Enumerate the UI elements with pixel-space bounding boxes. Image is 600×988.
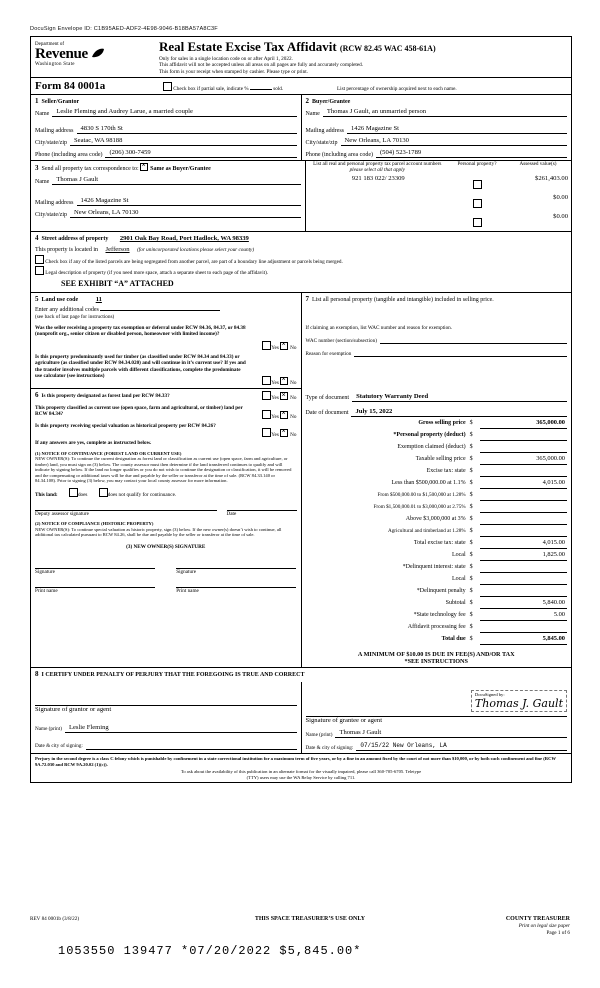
this-land-row <box>35 488 297 498</box>
s6-q1-yes-checkbox[interactable] <box>262 391 271 400</box>
leaf-icon <box>91 48 105 59</box>
wac-value[interactable] <box>380 335 567 344</box>
excise-row-amount[interactable]: 5,845.00 <box>480 633 567 645</box>
corr-city-value[interactable]: New Orleans, LA 70130 <box>70 209 301 218</box>
compliance-body: NEW OWNER(S): To continue special valuation as historic property, sign (3) below. If the new owner(s) doesn’t wish to continue, all additional tax calculated pursuant to RCW 84.26, shall be due and payable by the seller or transferor at the time of sale. <box>35 526 282 538</box>
seller-name-value[interactable]: Leslie Fleming and Audrey Larue, a married couple <box>52 108 296 117</box>
section3-lead: Send all property tax correspondence to: <box>41 165 139 172</box>
parcel-block <box>306 161 572 232</box>
corr-city-label: City/state/zip <box>35 212 67 219</box>
parcel-number-0[interactable]: 921 183 022/ 23309 <box>351 175 405 183</box>
list-pct-note: List percentage of ownership acquired next to each name. <box>337 85 457 92</box>
excise-row-amount[interactable]: 4,015.00 <box>480 477 567 489</box>
excise-row-label: Total due <box>441 635 466 642</box>
form-title-rcw: (RCW 82.45 WAC 458-61A) <box>339 44 436 53</box>
q1-no-checkbox[interactable] <box>280 342 288 350</box>
buyer-mailing-label: Mailing address <box>305 127 344 134</box>
excise-row-amount[interactable]: 5,840.00 <box>480 597 567 609</box>
excise-row-amount[interactable] <box>480 573 567 585</box>
q1-no-label: No <box>290 344 297 351</box>
currency-symbol: $ <box>469 527 473 534</box>
segregation-checkbox[interactable] <box>35 255 44 264</box>
excise-row-amount[interactable] <box>480 525 567 537</box>
grantee-sign-block <box>302 682 572 754</box>
corr-name-value[interactable]: Thomas J Gault <box>52 176 300 185</box>
excise-row-amount[interactable]: 365,000.00 <box>480 417 567 429</box>
wac-label: WAC number (section/subsection) <box>305 337 377 344</box>
treasurer-use-label: THIS SPACE TREASURER’S USE ONLY <box>254 915 366 922</box>
seller-city-value[interactable]: Seatac, WA 98188 <box>70 137 297 146</box>
county-note: (for unincorporated locations please select your county) <box>137 246 255 253</box>
segregation-label: Check box if any of the listed parcels are being segregated from another parcel, are part of a boundary line adjustment or parcels being merged. <box>45 259 343 266</box>
buyer-phone-value[interactable]: (504) 523-1789 <box>376 149 567 158</box>
q2-no-label: No <box>290 379 297 386</box>
reason-value[interactable] <box>354 348 567 357</box>
excise-row-amount[interactable]: 1,825.00 <box>480 549 567 561</box>
property-address-value[interactable]: 2901 Oak Bay Road, Port Hadlock, WA 98339 <box>119 235 249 243</box>
dor-logo <box>35 40 155 67</box>
new-owner-print-1[interactable]: Print name <box>35 587 155 594</box>
county-label: This property is located in <box>35 246 98 253</box>
excise-row-label: Exemption claimed (deduct) <box>397 443 466 450</box>
section8-title: I CERTIFY UNDER PENALTY OF PERJURY THAT THE FOREGOING IS TRUE AND CORRECT <box>41 672 305 679</box>
corr-city-row <box>35 209 301 218</box>
compliance-title: (2) NOTICE OF COMPLIANCE (HISTORIC PROPERTY) <box>35 521 154 527</box>
parcel-row <box>306 212 572 231</box>
does-not-label: does not qualify for continuance. <box>107 491 177 498</box>
parcel-header-text: List all real and personal property tax parcel account numbers <box>313 160 442 167</box>
excise-row <box>306 477 568 489</box>
header-note-1: Only for sales in a single location code on or after April 1, 2022. <box>159 56 293 62</box>
doc-type-value[interactable]: Statutory Warranty Deed <box>352 393 567 402</box>
section1-label: Seller/Grantor <box>41 99 80 106</box>
section5-question-2: Is this property predominantly used for timber (as classified under RCW 84.34 and 84.33) or agriculture (as classified under RCW 84.34.020) and will continue in it’s current use? If yes and the transfer involves multiple parcels with different classifications, complete the predominate use calculator (see instructions) <box>35 353 246 379</box>
form-number: Form 84 0001a <box>35 80 106 93</box>
excise-row-label: Agricultural and timberland at 1.28% <box>387 527 466 534</box>
section7-lead-row <box>306 295 568 305</box>
s6-q2-no-checkbox[interactable] <box>280 411 288 419</box>
grantor-date-label: Date & city of signing: <box>35 743 83 750</box>
excise-row <box>306 561 568 573</box>
section6-block <box>31 388 302 667</box>
q1-yes-checkbox[interactable] <box>262 341 271 350</box>
excise-row-amount[interactable] <box>480 489 567 501</box>
excise-row-amount[interactable] <box>480 429 567 441</box>
grantor-date-row <box>35 741 297 750</box>
parcel-header-sub: please select all that apply <box>349 166 405 173</box>
seller-phone-value[interactable]: (206) 300-7459 <box>105 149 296 158</box>
extra-codes-note: (see back of last page for instructions) <box>35 314 115 321</box>
form-title <box>159 40 567 56</box>
section8-number: 8 <box>35 670 39 679</box>
new-owner-signature-1[interactable]: Signature <box>35 568 155 575</box>
grantee-name-label: Name (print) <box>305 731 333 738</box>
excise-row-label: Taxable selling price <box>415 455 466 462</box>
assessor-signature-label[interactable]: Deputy assessor signature <box>35 510 217 517</box>
buyer-mailing-value[interactable]: 1426 Magazine St <box>347 125 567 134</box>
excise-row <box>306 441 568 453</box>
s6-q1-no-checkbox[interactable] <box>280 392 288 400</box>
currency-symbol: $ <box>469 623 473 630</box>
section7-block <box>302 293 572 388</box>
seller-block <box>31 95 302 160</box>
excise-row-amount[interactable] <box>480 621 567 633</box>
seller-mailing-row <box>35 125 297 134</box>
s6-q2-no-label: No <box>290 413 297 420</box>
grantee-sig-row <box>306 716 568 725</box>
currency-symbol: $ <box>469 515 473 522</box>
does-checkbox[interactable] <box>69 488 78 497</box>
grantor-sign-block <box>31 682 302 754</box>
seller-name-row <box>35 108 297 117</box>
parcel-row <box>306 174 572 193</box>
personal-prop-checkbox-0[interactable] <box>451 174 503 193</box>
county-treasurer-label: COUNTY TREASURER <box>505 915 570 922</box>
section5-number: 5 <box>35 295 39 304</box>
seller-phone-row <box>35 149 297 158</box>
partial-sale-row <box>163 82 337 92</box>
excise-tax-table <box>306 417 568 645</box>
doc-date-row <box>306 408 568 417</box>
parties-section <box>31 95 571 161</box>
buyer-name-value[interactable]: Thomas J Gault, an unmarried person <box>323 108 567 117</box>
doc-date-value[interactable]: July 15, 2022 <box>351 408 567 417</box>
corr-name-label: Name <box>35 179 50 186</box>
excise-row-label: *Delinquent penalty <box>416 587 466 594</box>
exemption-note: If claiming an exemption, list WAC number and reason for exemption. <box>305 324 453 331</box>
excise-row-amount[interactable] <box>480 585 567 597</box>
section2-number: 2 <box>305 97 309 106</box>
grantee-name-value[interactable]: Thomas J Gault <box>335 729 567 738</box>
affidavit-form <box>30 36 572 783</box>
excise-row-label: Affidavit processing fee <box>407 623 466 630</box>
s6-q3-yes-checkbox[interactable] <box>262 428 271 437</box>
form-number-row <box>31 78 571 95</box>
grantee-name-row <box>306 729 568 738</box>
docusign-signature: Thomas J. Gault <box>474 697 563 711</box>
excise-row-amount[interactable] <box>480 513 567 525</box>
page-number: Page 1 of 6 <box>546 929 570 936</box>
minimum-fee-note: A MINIMUM OF $10.00 IS DUE IN FEE(S) AND/OR TAX <box>357 651 515 659</box>
excise-row-label: *Delinquent interest: state <box>402 563 466 570</box>
corr-mailing-label: Mailing address <box>35 200 74 207</box>
excise-row <box>306 501 568 513</box>
excise-row-amount[interactable] <box>480 441 567 453</box>
docusign-label: DocuSigned by: <box>474 691 505 697</box>
currency-symbol: $ <box>469 503 473 510</box>
currency-symbol: $ <box>469 431 473 438</box>
wac-row <box>306 335 568 344</box>
continuance-body: NEW OWNER(S): To continue the current designation as forest land or classification as current use (open space, farm and agriculture, or timber) land, you must sign on (3) below. The county assessor must then determine if the land transferred continues to qualify and will indicate by signing below. If the land no longer qualifies or you do not wish to continue the designation or classification, it will be removed and the compensating or additional taxes will be due and payable by the seller or transferor at the time of sale. (RCW 84.33.140 or 84.34.108). Prior to signing (3) below, you may contact your local county assessor for more information. <box>35 456 292 484</box>
assessed-header: Assessed value(s) <box>519 160 557 167</box>
excise-row <box>306 429 568 441</box>
assessor-date-label[interactable]: Date <box>227 510 297 517</box>
excise-row <box>306 525 568 537</box>
seller-mailing-label: Mailing address <box>35 127 74 134</box>
excise-row-label: From $500,000.00 to $1,500,000 at 1.28% <box>377 491 466 498</box>
currency-symbol: $ <box>469 575 473 582</box>
currency-symbol: $ <box>469 551 473 558</box>
grantor-signature-label[interactable]: Signature of grantor or agent <box>35 705 297 714</box>
continuance-title: (1) NOTICE OF CONTINUANCE (FOREST LAND OR CURRENT USE) <box>35 450 182 456</box>
does-not-checkbox[interactable] <box>99 488 108 497</box>
buyer-city-row <box>306 137 568 146</box>
buyer-name-label: Name <box>305 110 320 117</box>
excise-row-amount[interactable] <box>480 501 567 513</box>
section6-note: If any answers are yes, complete as instructed below. <box>35 440 152 447</box>
s6-q3-no-label: No <box>290 431 297 438</box>
section6-money-block <box>31 388 571 667</box>
grantor-sig-row <box>35 705 297 714</box>
same-as-buyer-checkbox[interactable] <box>140 163 148 171</box>
section6-number: 6 <box>35 391 39 400</box>
corr-mailing-row <box>35 197 301 206</box>
section4-label: Street address of property <box>41 236 109 243</box>
assessed-value-2[interactable]: $0.00 <box>553 213 568 221</box>
section3-number: 3 <box>35 163 39 172</box>
print-legal-note: Print on legal size paper <box>518 923 570 930</box>
s6-q1-yes-label: Yes <box>271 395 279 402</box>
parcel-row <box>306 193 572 212</box>
parcel-header <box>306 161 450 175</box>
legal-desc-label: Legal description of property (if you need more space, attach a separate sheet to each page of the affidavit). <box>45 269 269 276</box>
q1-answer <box>249 325 297 351</box>
seller-city-label: City/state/zip <box>35 139 67 146</box>
section6-question-2: This property classified as current use (open space, farm and agricultural, or timber) land per RCW 84.34? <box>35 404 243 417</box>
q2-yes-checkbox[interactable] <box>262 376 271 385</box>
new-owner-signature-2[interactable]: Signature <box>176 568 296 575</box>
doc-date-label: Date of document <box>305 409 349 416</box>
seller-mailing-value[interactable]: 4830 S 170th St <box>77 125 297 134</box>
buyer-city-value[interactable]: New Orleans, LA 70130 <box>341 137 568 146</box>
s6-q3-yes-label: Yes <box>271 431 279 438</box>
personal-prop-header: Personal property? <box>457 160 497 167</box>
doc-type-label: Type of document <box>305 394 350 401</box>
section2-label: Buyer/Grantee <box>312 99 351 106</box>
legal-desc-checkbox[interactable] <box>35 266 44 275</box>
section7-lead: List all personal property (tangible and intangible) included in selling price. <box>312 297 494 304</box>
s6-q3-no-checkbox[interactable] <box>280 429 288 437</box>
corr-name-row <box>35 176 301 185</box>
buyer-city-label: City/state/zip <box>305 139 338 146</box>
currency-symbol: $ <box>469 635 473 642</box>
excise-row <box>306 549 568 561</box>
buyer-mailing-row <box>306 125 568 134</box>
currency-symbol: $ <box>469 587 473 594</box>
dept-line2: Washington State <box>35 62 75 67</box>
excise-row-label: Gross selling price <box>418 419 466 426</box>
excise-row-label: Total excise tax: state <box>413 539 466 546</box>
grantee-date-label: Date & city of signing: <box>305 744 354 751</box>
ada-note-2: (TTY) users may use the WA Relay Service by calling 711. <box>246 774 356 780</box>
section4-block <box>31 232 571 293</box>
excise-row-label: Above $3,000,000 at 3% <box>405 515 466 522</box>
section3-block <box>31 161 571 233</box>
excise-row-label: Excise tax: state <box>426 467 466 474</box>
section6-question-1: Is this property designated as forest land per RCW 84.33? <box>41 393 170 400</box>
form-title-text: Real Estate Excise Tax Affidavit <box>159 39 337 54</box>
section8-title-row <box>31 668 571 682</box>
excise-row-label: Less than $500,000.00 at 1.1% <box>391 479 466 486</box>
s6-q2-yes-checkbox[interactable] <box>262 410 271 419</box>
buyer-name-row <box>306 108 568 117</box>
section1-number: 1 <box>35 97 39 106</box>
treasurer-stamp: 1053550 139477 *07/20/2022 $5,845.00* <box>58 944 362 958</box>
excise-row-amount[interactable]: 365,000.00 <box>480 453 567 465</box>
excise-row <box>306 633 568 645</box>
parcel-number-2[interactable] <box>306 212 452 231</box>
dept-line1: Department of <box>35 42 65 47</box>
s6-q1-answer <box>249 391 297 401</box>
section8-block <box>31 667 571 753</box>
corr-mailing-value[interactable]: 1426 Magazine St <box>77 197 301 206</box>
same-as-buyer-label: Same as Buyer/Grantee <box>150 165 211 172</box>
correspondence-block <box>31 161 306 232</box>
q2-answer <box>249 354 297 386</box>
docusign-envelope-id: DocuSign Envelope ID: C1B95AED-ADF2-4E98-9046-B18BA57A8C3F <box>30 26 218 32</box>
assessed-value-1[interactable]: $0.00 <box>553 194 568 202</box>
excise-row-amount[interactable] <box>480 561 567 573</box>
seller-phone-label: Phone (including area code) <box>35 151 103 158</box>
dept-name <box>35 47 155 62</box>
header-note-2: This affidavit will not be accepted unless all areas on all pages are fully and accurately completed. <box>159 62 364 69</box>
personal-prop-checkbox-2[interactable] <box>451 212 503 231</box>
extra-codes-label: Enter any additional codes <box>35 306 99 313</box>
s6-q2-answer <box>249 405 297 420</box>
excise-row-amount[interactable] <box>480 465 567 477</box>
section6-question-3: Is this property receiving special valuation as historical property per RCW 84.26? <box>35 422 216 429</box>
partial-sale-checkbox[interactable] <box>163 82 172 91</box>
q1-yes-label: Yes <box>271 344 279 351</box>
legal-desc-row <box>35 266 567 276</box>
currency-symbol: $ <box>469 455 473 462</box>
docusign-stamp <box>471 690 567 713</box>
extra-codes-input[interactable] <box>100 310 220 311</box>
excise-row-label: From $1,500,000.01 to $3,000,000 at 2.75% <box>373 503 466 510</box>
seller-city-row <box>35 137 297 146</box>
section2-title <box>306 97 568 107</box>
s6-q1-no-label: No <box>290 395 297 402</box>
land-use-row <box>35 295 297 305</box>
excise-row-label: *State technology fee <box>413 611 466 618</box>
currency-symbol: $ <box>469 539 473 546</box>
currency-symbol: $ <box>469 479 473 486</box>
excise-row <box>306 537 568 549</box>
buyer-phone-row <box>306 149 568 158</box>
excise-row <box>306 609 568 621</box>
excise-row-amount[interactable]: 5.00 <box>480 609 567 621</box>
page-footer <box>30 916 570 958</box>
buyer-phone-label: Phone (including area code) <box>305 151 373 158</box>
partial-sale-label: Check box if partial sale, indicate % <box>173 85 249 92</box>
excise-row <box>306 417 568 429</box>
grantee-signature-label[interactable]: Signature of grantee or agent <box>306 716 568 725</box>
currency-symbol: $ <box>469 467 473 474</box>
rev-number: REV 84 0001b (3/8/22) <box>30 915 80 922</box>
excise-row <box>306 585 568 597</box>
does-label: does <box>77 491 88 498</box>
currency-symbol: $ <box>469 563 473 570</box>
perjury-text: Perjury in the second degree is a class C felony which is punishable by confinement in a state correctional institution for a maximum term of five years, or by a fine in an amount fixed by the court of not more than $10,000, or by both such confinement and fine (RCW 9A.72.030 and RCW 9A.20.02 (1)(c)). <box>35 756 556 767</box>
grantee-date-row <box>306 742 568 751</box>
doc-type-row <box>306 393 568 402</box>
reason-row <box>306 348 568 357</box>
partial-sale-tail: sold. <box>273 85 284 92</box>
excise-row-label: *Personal property (deduct) <box>393 431 466 438</box>
see-instructions-note: *SEE INSTRUCTIONS <box>404 658 468 666</box>
buyer-block <box>302 95 572 160</box>
county-value[interactable]: Jefferson <box>105 245 130 253</box>
perjury-block <box>31 753 571 782</box>
header-main <box>155 40 567 75</box>
grantor-name-label: Name (print) <box>35 726 62 733</box>
ada-note-1: To ask about the availability of this publication in an alternate format for the visually impaired, please call 360-705-6705. Teletype <box>180 769 422 775</box>
assessed-value-0[interactable]: $261,403.00 <box>535 175 568 183</box>
personal-prop-checkbox-1[interactable] <box>451 193 503 212</box>
parcel-number-1[interactable] <box>306 193 452 212</box>
section4-address-row <box>35 234 567 244</box>
currency-symbol: $ <box>469 419 473 426</box>
s6-q3-answer <box>249 423 297 438</box>
section4-number: 4 <box>35 234 39 243</box>
excise-row <box>306 513 568 525</box>
legal-description-value: SEE EXHIBIT “A” ATTACHED <box>61 279 174 289</box>
form-header <box>31 37 571 78</box>
excise-row-amount[interactable]: 4,015.00 <box>480 537 567 549</box>
excise-row-label: Local <box>451 551 466 558</box>
header-note-3: This form is your receipt when stamped by cashier. Please type or print. <box>159 68 308 75</box>
excise-row <box>306 489 568 501</box>
excise-row <box>306 597 568 609</box>
section1-title <box>35 97 297 107</box>
new-owner-print-2[interactable]: Print name <box>176 587 296 594</box>
grantee-date-value[interactable]: 07/15/22 New Orleans, LA <box>356 742 567 751</box>
q2-yes-label: Yes <box>271 379 279 386</box>
currency-symbol: $ <box>469 599 473 606</box>
land-use-label: Land use code <box>41 297 79 304</box>
new-owner-sig-title: (3) NEW OWNER(S) SIGNATURE <box>126 543 206 550</box>
excise-row-label: Subtotal <box>445 599 466 606</box>
excise-row <box>306 573 568 585</box>
excise-row <box>306 621 568 633</box>
seller-name-label: Name <box>35 110 50 117</box>
grantor-name-value[interactable]: Leslie Fleming <box>65 724 297 733</box>
currency-symbol: $ <box>469 611 473 618</box>
land-use-value[interactable]: 11 <box>95 296 102 304</box>
grantor-name-row <box>35 724 297 733</box>
currency-symbol: $ <box>469 443 473 450</box>
q2-no-checkbox[interactable] <box>280 377 288 385</box>
s6-q2-yes-label: Yes <box>271 413 279 420</box>
section5-question-1: Was the seller receiving a property tax exemption or deferral under RCW 84.36, 84.37, or 84.38 (nonprofit org., senior citizen or disabled person, homeowner with limited income)? <box>35 324 246 337</box>
section5-block <box>31 293 302 388</box>
currency-symbol: $ <box>469 491 473 498</box>
section7-number: 7 <box>305 295 309 304</box>
dept-name-text: Revenue <box>35 46 88 62</box>
segregation-row <box>35 255 567 265</box>
reason-label: Reason for exemption <box>305 350 352 357</box>
section5-7-block <box>31 293 571 388</box>
excise-row-label: Local <box>451 575 466 582</box>
money-block <box>302 388 572 667</box>
section4-county-row <box>35 246 567 255</box>
section3-lead-row <box>35 163 301 174</box>
this-land-label: This land: <box>35 491 58 498</box>
grantor-date-value[interactable] <box>86 741 297 750</box>
excise-row <box>306 465 568 477</box>
excise-row <box>306 453 568 465</box>
